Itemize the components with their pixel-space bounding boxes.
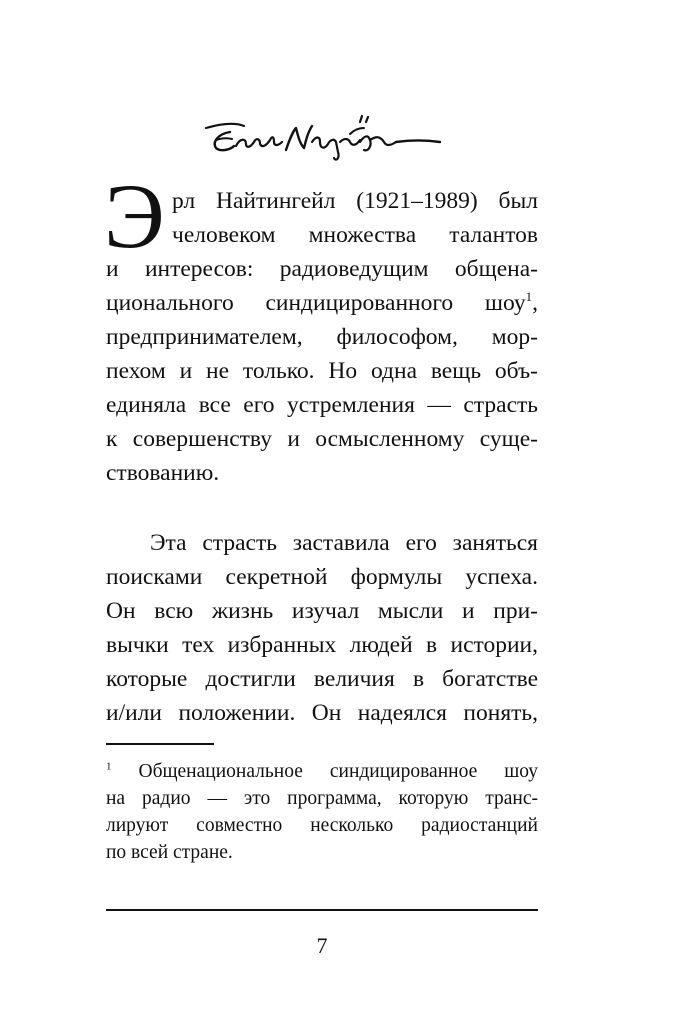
footnote-line: лируют совместно несколько радиостанций: [106, 815, 538, 836]
text-line: ствованию.: [106, 460, 220, 486]
page-number: 7: [316, 933, 328, 958]
footnote-reference[interactable]: 1: [525, 289, 533, 305]
text-line: которые достигли величия в богатстве: [106, 666, 538, 692]
footnote-line: по всей стране.: [106, 842, 233, 863]
text-line: Эта страсть заставила его заняться: [150, 530, 538, 556]
text-line: единяла все его устремления — страсть: [106, 392, 538, 418]
text-line-with-footnote-ref: [106, 286, 538, 320]
text-line-content: ционального синдицированного шоу: [106, 290, 526, 316]
signature-image: [200, 112, 444, 168]
text-line: человеком множества талантов: [172, 222, 538, 248]
text-line: вычки тех избранных людей в истории,: [106, 632, 538, 658]
text-line: предпринимателем, философом, мор-: [106, 324, 538, 350]
text-line: рл Найтингейл (1921–1989) был: [172, 188, 538, 214]
footer-divider: [106, 909, 538, 911]
footnote-line: на радио — это программа, которую транс-: [106, 788, 538, 809]
text-line-punctuation: ,: [532, 290, 538, 316]
text-line: пехом и не только. Но одна вещь объ-: [106, 358, 538, 384]
footnote-divider: [106, 743, 214, 745]
signature-icon: [200, 112, 444, 168]
text-line: к совершенству и осмысленному суще-: [106, 426, 538, 452]
text-line: и/или положении. Он надеялся понять,: [106, 700, 538, 726]
footnote-text: Общенациональное синдицированное шоу: [138, 761, 538, 782]
drop-cap: Э: [104, 165, 165, 267]
footnote-line: [106, 758, 538, 785]
text-line: и интересов: радиоведущим общена-: [106, 256, 538, 282]
text-line: поисками секретной формулы успеха.: [106, 564, 538, 590]
text-line: Он всю жизнь изучал мысли и при-: [106, 598, 538, 624]
footnote-marker: 1: [106, 760, 112, 773]
